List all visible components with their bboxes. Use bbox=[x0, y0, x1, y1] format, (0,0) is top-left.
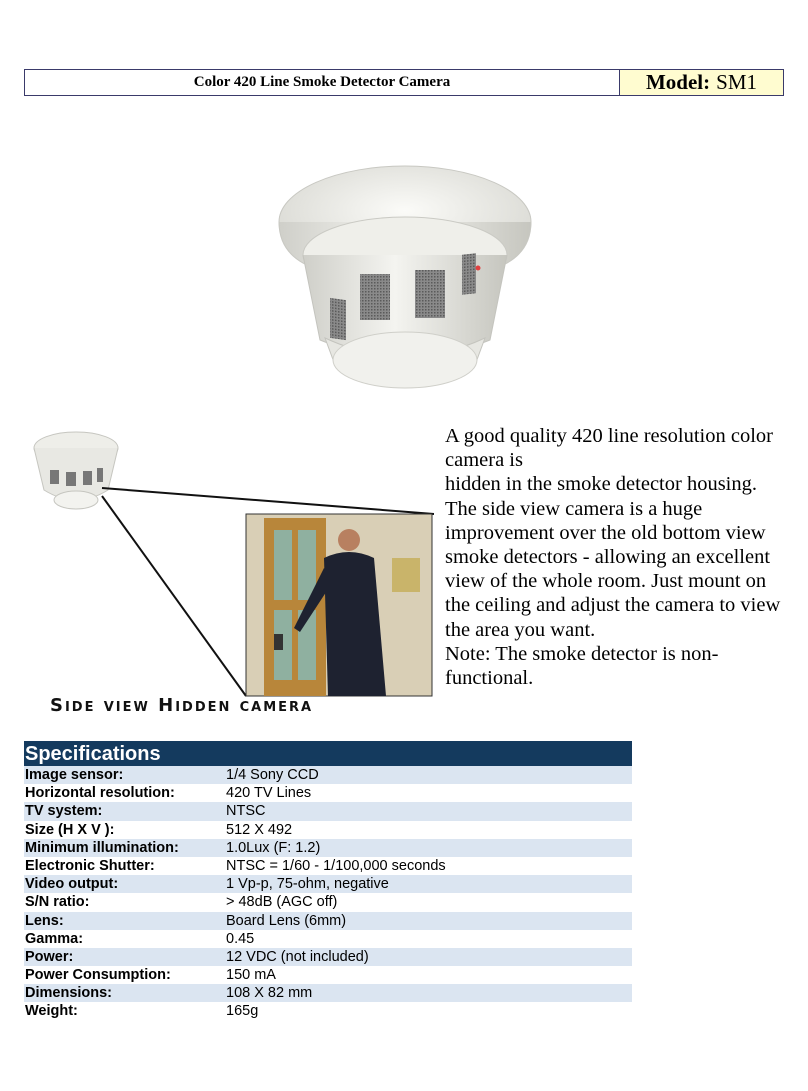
spec-row bbox=[24, 930, 632, 948]
spec-label: Horizontal resolution: bbox=[25, 785, 175, 802]
spec-row bbox=[24, 857, 632, 875]
spec-label: Dimensions: bbox=[25, 985, 113, 1002]
side-view-hidden-camera-illustration bbox=[24, 418, 434, 724]
spec-label: Lens: bbox=[25, 912, 64, 929]
model-label: Model: bbox=[645, 70, 711, 94]
spec-row bbox=[24, 766, 632, 784]
smoke-detector-camera-photo bbox=[260, 150, 550, 410]
spec-label: Image sensor: bbox=[25, 767, 124, 783]
spec-value: 108 X 82 mm bbox=[226, 985, 313, 1002]
spec-label: Power: bbox=[25, 948, 74, 965]
spec-label: Weight: bbox=[25, 1003, 78, 1020]
spec-value: 165g bbox=[226, 1003, 259, 1020]
spec-label: Gamma: bbox=[25, 930, 84, 947]
spec-row bbox=[24, 839, 632, 857]
description-note: Note: The smoke detector is non-functional. bbox=[445, 642, 719, 690]
spec-row bbox=[24, 821, 632, 839]
document-title: Color 420 Line Smoke Detector Camera bbox=[25, 70, 620, 95]
spec-label: Size (H X V ): bbox=[25, 821, 115, 838]
spec-value: 12 VDC (not included) bbox=[226, 948, 369, 965]
spec-label: S/N ratio: bbox=[25, 894, 90, 911]
model-value: SM1 bbox=[716, 70, 757, 94]
description-line-1: A good quality 420 line resolution color camera is bbox=[445, 425, 773, 472]
spec-value: 512 X 492 bbox=[226, 821, 293, 838]
spec-value: 150 mA bbox=[226, 967, 276, 984]
spec-row bbox=[24, 784, 632, 802]
spec-row bbox=[24, 912, 632, 930]
model-box bbox=[620, 70, 783, 95]
spec-row bbox=[24, 1002, 632, 1020]
description-line-2: hidden in the smoke detector housing. The side view camera is a huge improvement over the old bottom view smoke detectors - allowing an excellent view of the whole room. Just mount on the ceiling and adjust the camera to view the area you want. bbox=[445, 473, 781, 641]
spec-value: Board Lens (6mm) bbox=[226, 912, 347, 929]
spec-row bbox=[24, 984, 632, 1002]
spec-row bbox=[24, 893, 632, 911]
product-description bbox=[445, 424, 790, 690]
spec-value: > 48dB (AGC off) bbox=[226, 894, 338, 911]
spec-row bbox=[24, 802, 632, 820]
spec-value: NTSC = 1/60 - 1/100,000 seconds bbox=[226, 857, 446, 874]
spec-row bbox=[24, 875, 632, 893]
side-view-caption: Side view Hidden camera bbox=[50, 695, 314, 716]
spec-label: Electronic Shutter: bbox=[25, 857, 155, 874]
specifications-title: Specifications bbox=[24, 741, 632, 766]
specifications-rows bbox=[24, 766, 632, 1021]
spec-label: Power Consumption: bbox=[25, 967, 171, 984]
spec-value: NTSC bbox=[226, 803, 266, 820]
spec-value: 1 Vp-p, 75-ohm, negative bbox=[226, 876, 389, 893]
spec-value: 420 TV Lines bbox=[226, 785, 312, 802]
spec-value: 1/4 Sony CCD bbox=[226, 767, 319, 783]
spec-label: Video output: bbox=[25, 876, 119, 893]
spec-row bbox=[24, 966, 632, 984]
spec-label: TV system: bbox=[25, 803, 103, 820]
spec-row bbox=[24, 948, 632, 966]
specifications-table bbox=[24, 741, 632, 1021]
document-header bbox=[24, 69, 784, 96]
spec-value: 1.0Lux (F: 1.2) bbox=[226, 839, 321, 856]
spec-label: Minimum illumination: bbox=[25, 839, 179, 856]
spec-value: 0.45 bbox=[226, 930, 255, 947]
